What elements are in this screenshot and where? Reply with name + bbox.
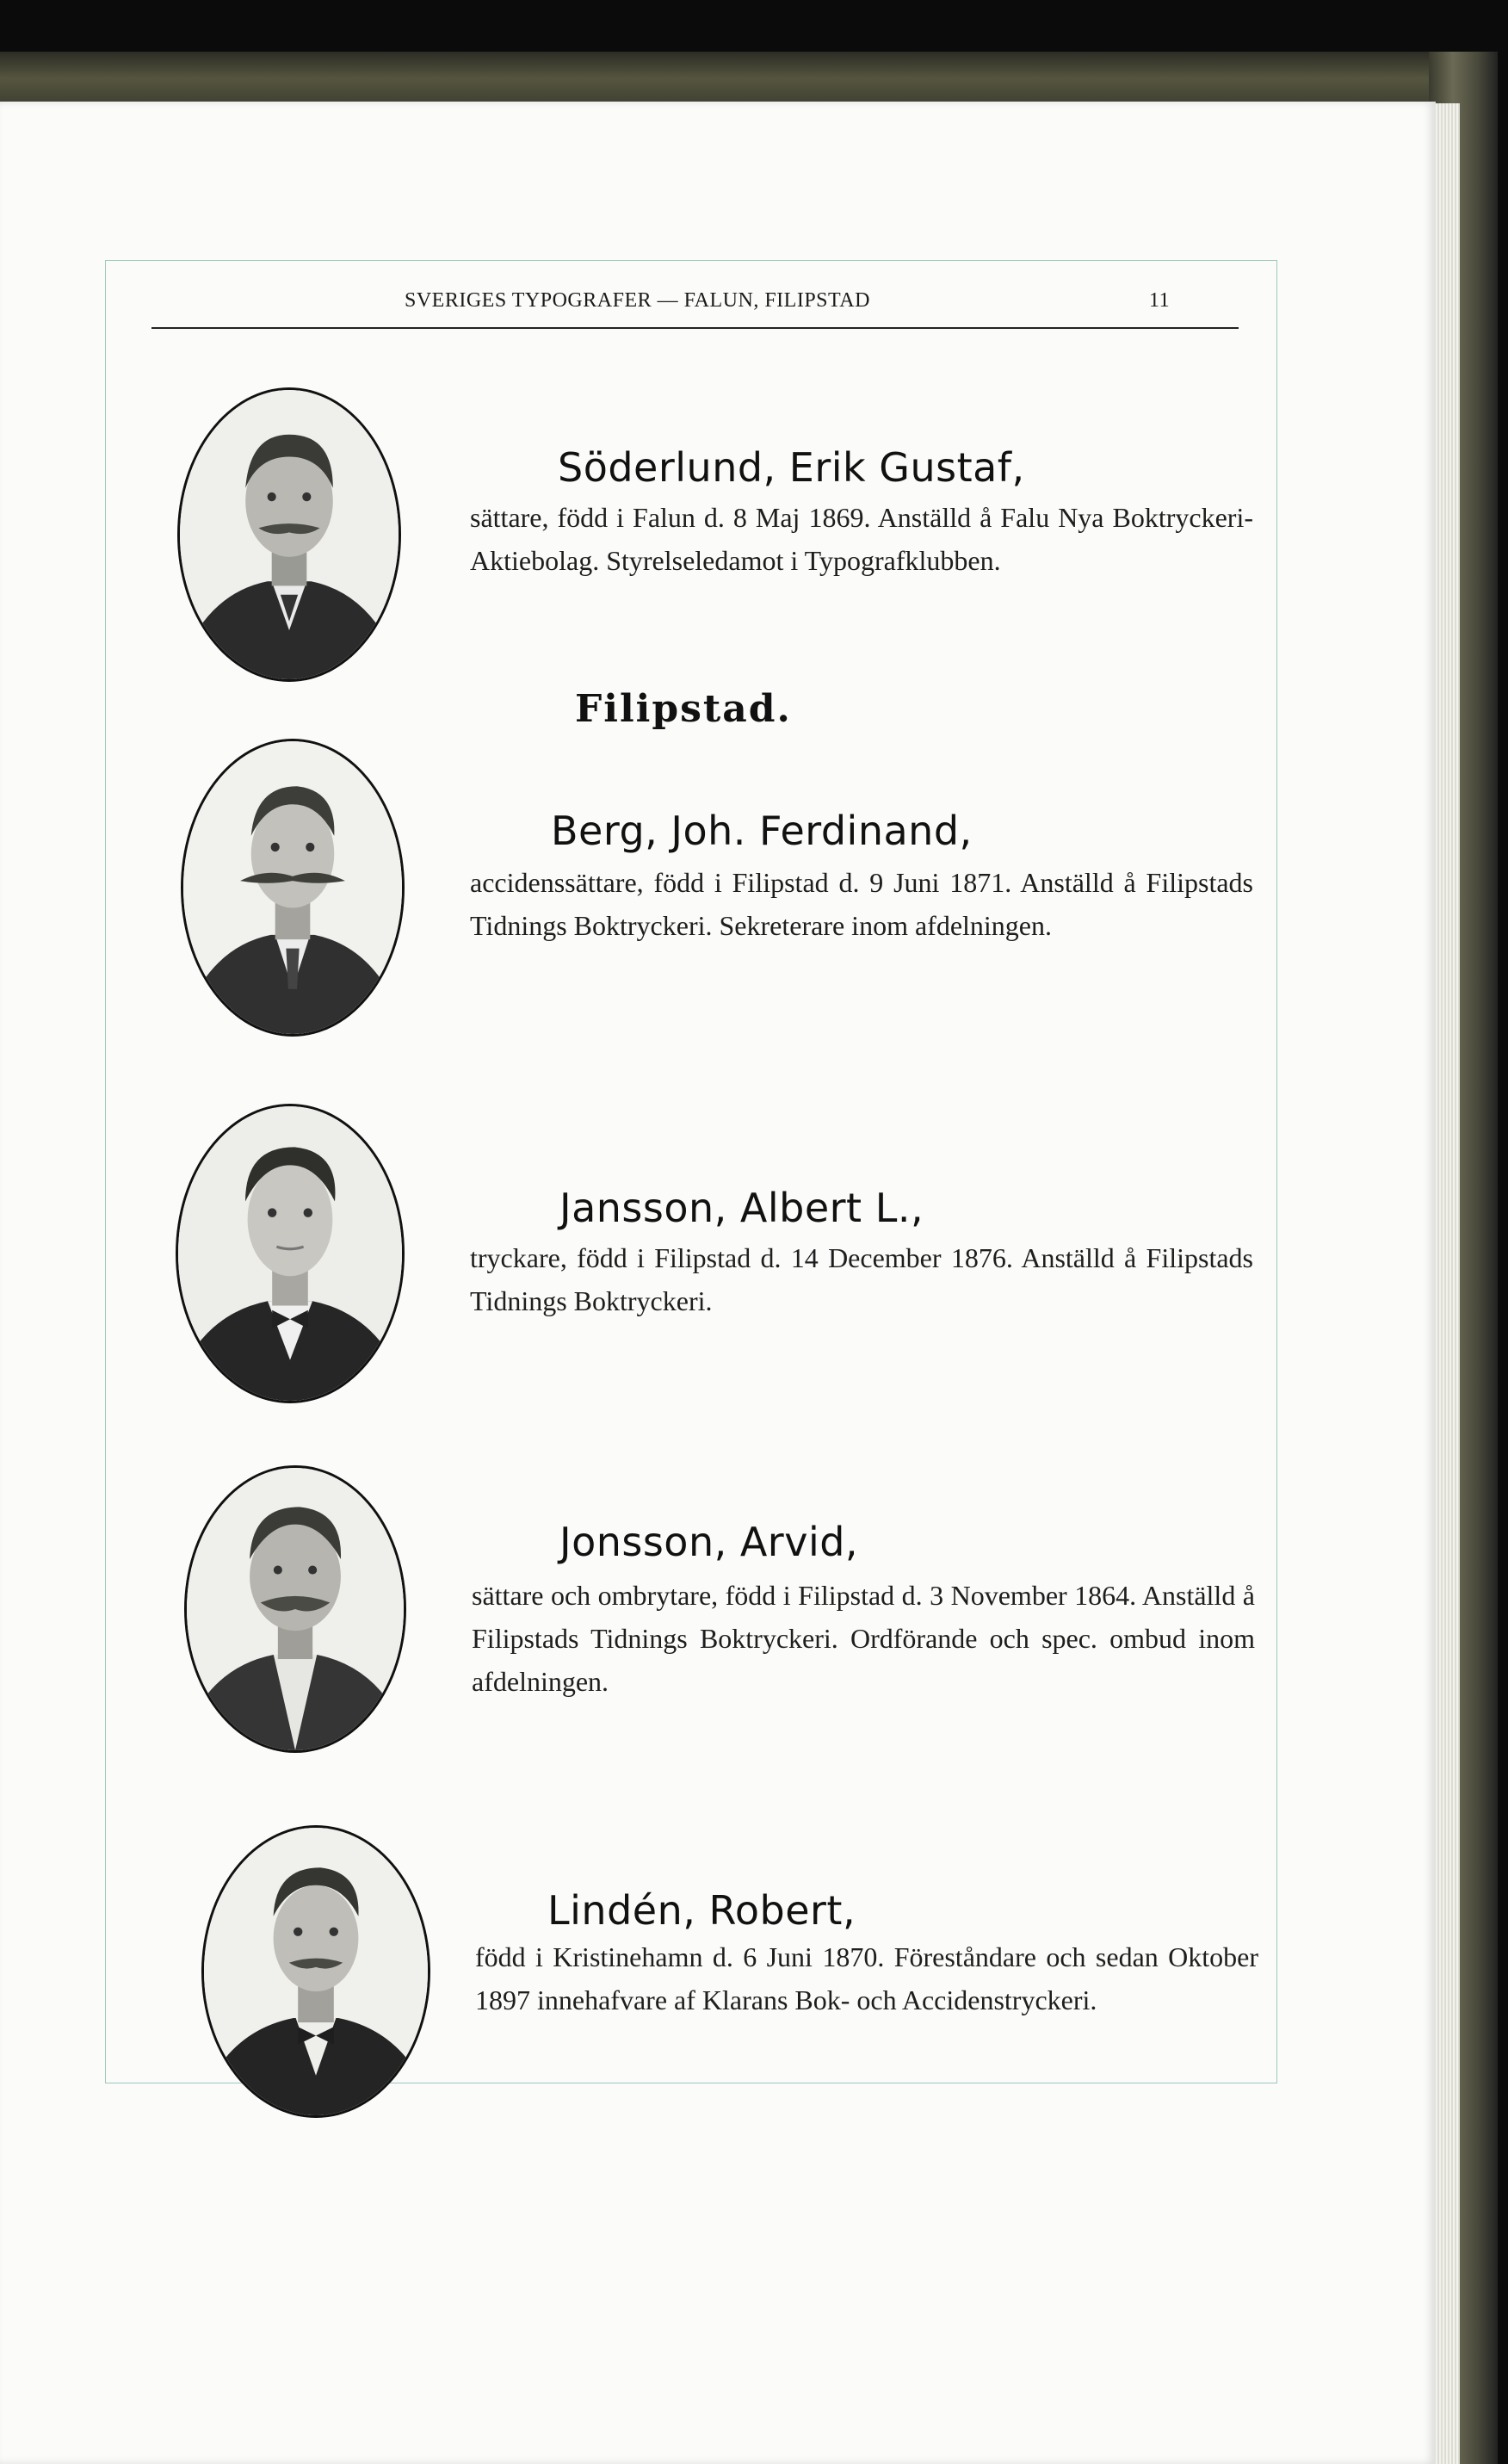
entry-name: Jonsson, Arvid, — [559, 1519, 859, 1565]
page-number: 11 — [1149, 289, 1171, 312]
portrait-photo — [184, 1465, 406, 1753]
portrait-photo — [176, 1104, 405, 1403]
entry-biography: sättare och ombrytare, född i Filipstad d. 3 November 1864. Anställd å Filipstads Tidnings Boktryckeri. Ordförande och spec. ombud inom afdelningen. — [472, 1580, 1255, 1697]
entry-name: Söderlund, Erik Gustaf, — [558, 444, 1025, 491]
entry-biography: född i Kristinehamn d. 6 Juni 1870. Föreståndare och sedan Oktober 1897 innehafvare af Klarans Bok- och Accidenstryckeri. — [475, 1941, 1258, 2015]
header-rule — [151, 327, 1239, 329]
running-title: SVERIGES TYPOGRAFER — FALUN, FILIPSTAD — [405, 289, 870, 312]
entry-name: Berg, Joh. Ferdinand, — [551, 808, 973, 854]
portrait-photo — [201, 1825, 430, 2118]
entry-biography: sättare, född i Falun d. 8 Maj 1869. Anställd å Falu Nya Boktryckeri-Aktiebolag. Styrelseledamot i Typografklubben. — [470, 502, 1253, 576]
portrait-photo — [181, 739, 405, 1037]
portrait-photo — [177, 387, 401, 682]
entry-name: Jansson, Albert L., — [559, 1185, 924, 1231]
entry-name: Lindén, Robert, — [547, 1887, 856, 1934]
section-heading: Filipstad. — [575, 687, 792, 731]
entry-biography: tryckare, född i Filipstad d. 14 December 1876. Anställd å Filipstads Tidnings Boktryckeri. — [470, 1242, 1253, 1316]
entry-biography: accidenssättare, född i Filipstad d. 9 Juni 1871. Anställd å Filipstads Tidnings Boktryckeri. Sekreterare inom afdelningen. — [470, 867, 1253, 941]
